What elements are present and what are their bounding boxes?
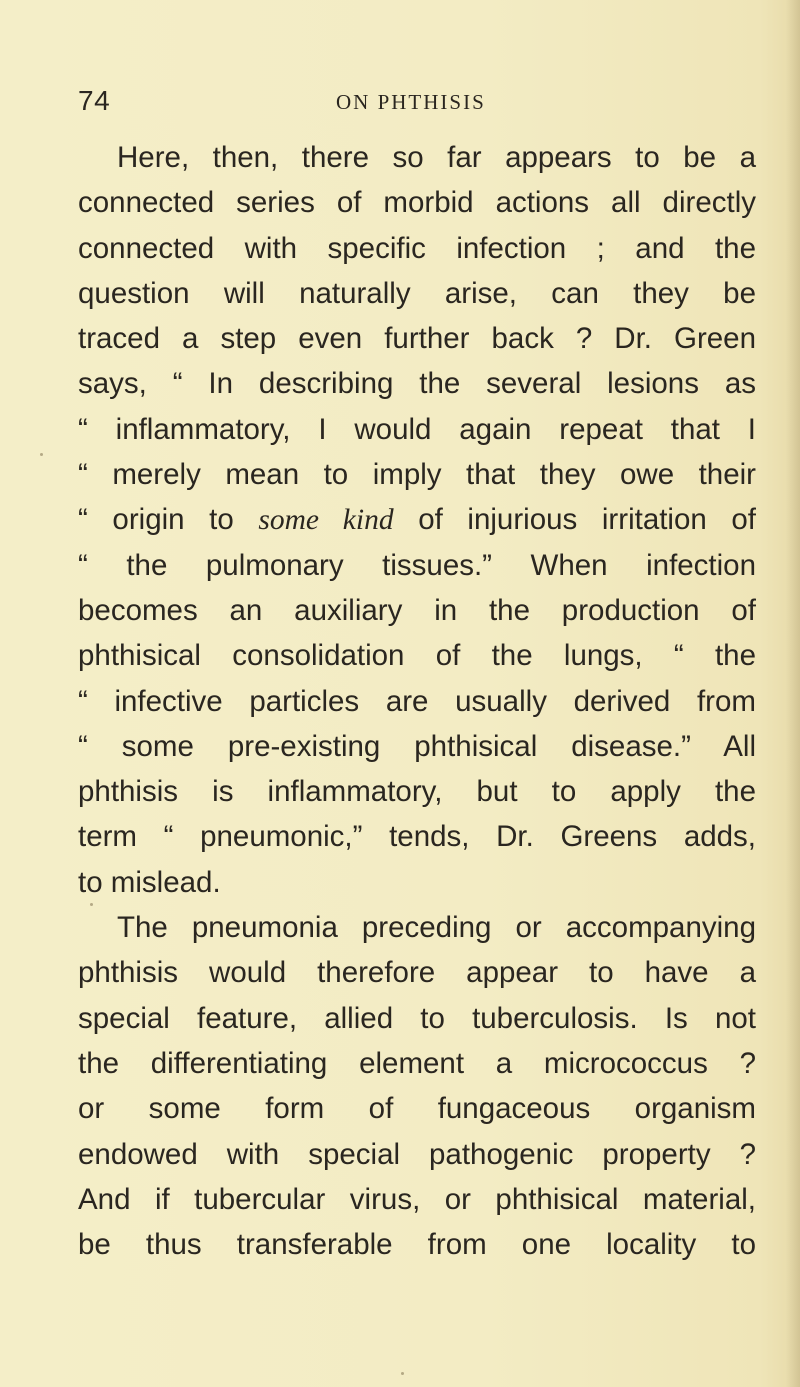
text-line: the differentiating element a micrococcus ? — [78, 1046, 756, 1080]
text-line: “ the pulmonary tissues.” When infection — [78, 548, 756, 582]
paper-speck — [40, 453, 43, 456]
text-line: phthisis is inflammatory, but to apply the — [78, 775, 756, 809]
text-line: connected with specific infection ; and the — [78, 231, 756, 265]
text-line: And if tubercular virus, or phthisical material, — [78, 1182, 756, 1216]
text-line: “ merely mean to imply that they owe their — [78, 458, 756, 492]
text-line: to mislead. — [78, 865, 221, 899]
text-line-with-italic — [78, 497, 756, 542]
text-line: question will naturally arise, can they be — [78, 276, 756, 310]
italic-emphasis: some kind — [258, 504, 394, 537]
text-segment: “ origin to — [78, 503, 259, 537]
body-text — [78, 135, 756, 1267]
text-line: or some form of fungaceous organism — [78, 1092, 756, 1126]
page-header — [0, 83, 800, 119]
paper-speck — [90, 903, 93, 906]
text-line: special feature, allied to tuberculosis. Is not — [78, 1001, 756, 1035]
text-line: Here, then, there so far appears to be a — [117, 141, 756, 174]
page-number: 74 — [78, 85, 111, 116]
page-edge-shadow — [786, 0, 800, 1387]
text-line: traced a step even further back ? Dr. Green — [78, 322, 756, 356]
text-line: “ some pre-existing phthisical disease.” All — [78, 729, 756, 763]
running-head: ON PHTHISIS — [336, 90, 486, 114]
text-line: becomes an auxiliary in the production of — [78, 593, 756, 627]
text-line: The pneumonia preceding or accompanying — [117, 911, 756, 945]
text-line: endowed with special pathogenic property ? — [78, 1137, 756, 1171]
text-line: connected series of morbid actions all directly — [78, 186, 756, 220]
text-line: “ infective particles are usually derived from — [78, 684, 756, 718]
text-line: says, “ In describing the several lesions as — [78, 367, 756, 401]
text-line: be thus transferable from one locality to — [78, 1228, 756, 1262]
text-segment: of injurious irritation of — [393, 503, 756, 537]
paper-speck — [401, 1372, 404, 1375]
text-line: “ inflammatory, I would again repeat that I — [78, 412, 756, 446]
text-line: phthisis would therefore appear to have a — [78, 956, 756, 990]
text-line: term “ pneumonic,” tends, Dr. Greens adds, — [78, 820, 756, 854]
text-line: phthisical consolidation of the lungs, “ the — [78, 639, 756, 673]
